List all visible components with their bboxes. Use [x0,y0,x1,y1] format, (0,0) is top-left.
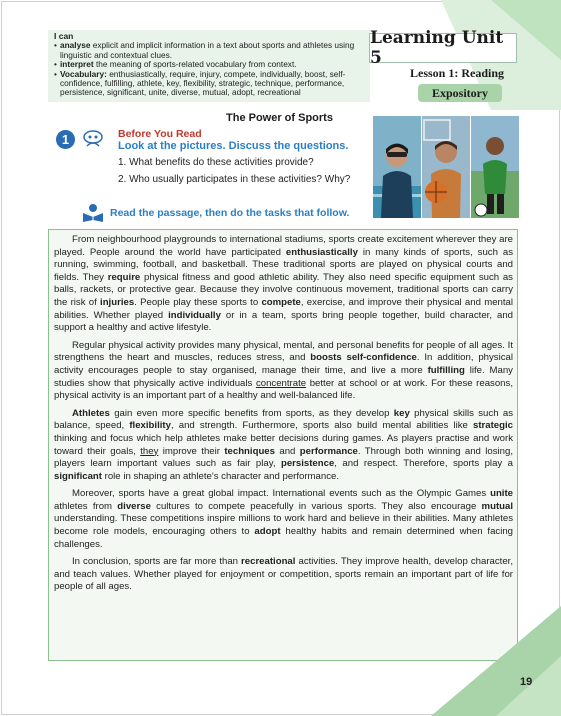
objective-item: • Vocabulary: enthusiastically, require, injury, compete, individually, boost, self-confidence, fulfilling, athlete, key, flexibility, strategic, technique, performance, persistence, significant, unite, diverse, mutual, adopt, recreational [54,70,364,98]
swimmer-photo [373,116,421,218]
learning-objectives [48,30,370,102]
page-number: 19 [520,676,533,688]
objective-item: • interpret the meaning of sports-related vocabulary from context. [54,60,364,69]
reading-instruction: Read the passage, then do the tasks that follow. [110,207,350,219]
discussion-question: 2. Who usually participates in these activities? Why? [118,174,351,185]
passage-paragraph: In conclusion, sports are far more than recreational activities. They improve health, develop character, and teach values. Whether played for enjoyment or competition, sports remain an important part of life for people of all ages. [54,556,513,593]
reading-icon [82,203,104,223]
before-you-read-label: Before You Read [118,128,202,140]
before-you-read-instruction: Look at the pictures. Discuss the questions. [118,140,349,152]
passage-paragraph: From neighbourhood playgrounds to international stadiums, sports create excitement wherever they are played. People around the world have participated enthusiastically in many kinds of sports, such as running, swimming, football, and basketball. These traditional sports are played on physical courts and fields. They require physical fitness and good athletic ability. They also need specific equipment such as balls, rackets, or protective gear. Because they involve continuous movement, traditional sports can carry the risk of injuries. People play these sports to compete, exercise, and improve their physical and mental abilities. Whether played individually or in a team, sports bring people together, build character, and support a healthy and active lifestyle. [54,234,513,334]
objective-item: • analyse explicit and implicit information in a text about sports and athletes using linguistic and contextual clues. [54,41,364,60]
football-player-photo [471,116,519,218]
objectives-list [54,41,364,97]
reading-passage [48,229,518,661]
passage-paragraph: Regular physical activity provides many physical, mental, and personal benefits for people of all ages. It strengthens the heart and muscles, reduces stress, and boosts self-confidence. In addition, physical activity encourages people to stay organised, manage their time, and live a more fulfilling life. Many studies show that physically active individuals concentrate better at school or at work. For these reasons, physical activity is an important part of a healthy and well-balanced life. [54,339,513,402]
basketball-player-photo [422,116,470,218]
passage-paragraph: Moreover, sports have a great global impact. International events such as the Olympic Games unite athletes from diverse cultures to compete peacefully in various sports. They also encourage mutual understanding. These competitions inspire millions to work hard and believe in their abilities. Many athletes become role models, encouraging others to adopt healthy habits and remain determined when facing challenges. [54,488,514,550]
section-number: 1 [56,130,75,149]
passage-title: The Power of Sports [226,112,333,124]
genre-badge: Expository [418,84,502,102]
decorative-corner-bottom [401,606,561,716]
passage-paragraph: Athletes gain even more specific benefits from sports, as they develop key physical skills such as balance, speed, flexibility, and strength. Furthermore, sports also build mental abilities like strategic thinking and focus which help athletes make better decisions during games. As players practise and work toward their goals, they improve their techniques and performance. Through both winning and losing, players learn important values such as fair play, persistence, and respect. Therefore, sports play a significant role in shaping an athlete's character and performance. [54,407,514,482]
discussion-icon [82,129,104,149]
lesson-title: Lesson 1: Reading [409,66,504,80]
objectives-heading: I can [54,31,74,41]
discussion-question: 1. What benefits do these activities provide? [118,157,314,168]
unit-title: Learning Unit 5 [369,33,517,63]
